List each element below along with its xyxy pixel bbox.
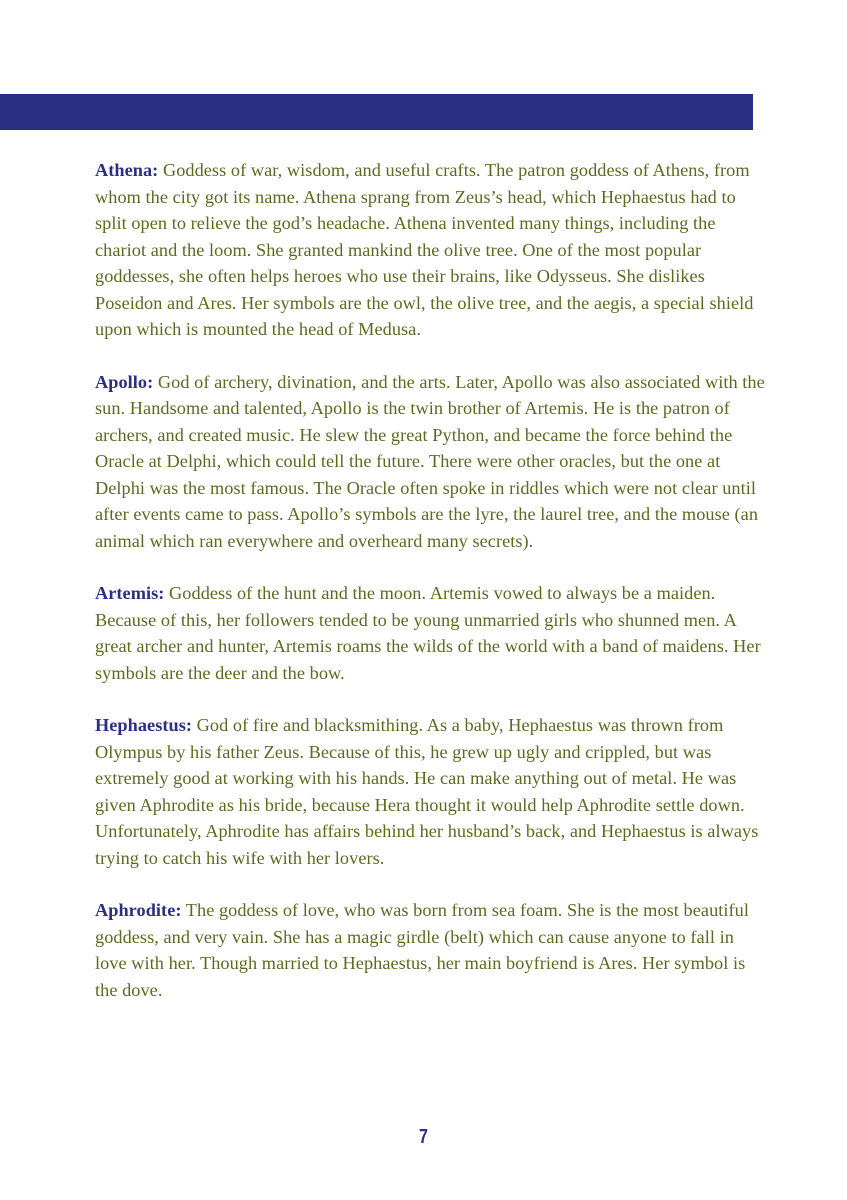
entry-name: Artemis: [95, 583, 165, 603]
entry-text: Goddess of the hunt and the moon. Artemis vowed to always be a maiden. Because of this, her followers tended to be young unmarried girls who shunned men. A great archer and hunter, Artemis roams the wilds of the world with a band of maidens. Her symbols are the deer and the bow. [95, 583, 761, 683]
entry-hephaestus [95, 712, 765, 871]
page-number: 7 [419, 1126, 428, 1148]
entry-text: God of archery, divination, and the arts. Later, Apollo was also associated with the sun. Handsome and talented, Apollo is the twin brother of Artemis. He is the patron of archers, and created music. He slew the great Python, and became the force behind the Oracle at Delphi, which could tell the future. There were other oracles, but the one at Delphi was the most famous. The Oracle often spoke in riddles which were not clear until after events came to pass. Apollo’s symbols are the lyre, the laurel tree, and the mouse (an animal which ran everywhere and overheard many secrets). [95, 371, 765, 551]
entry-name: Athena: [95, 160, 159, 180]
entry-artemis [95, 580, 765, 686]
entry-aphrodite [95, 897, 765, 1003]
entry-name: Apollo: [95, 371, 154, 392]
entry-name: Hephaestus: [95, 715, 193, 735]
entry-name: Aphrodite: [95, 900, 182, 920]
entry-text: The goddess of love, who was born from sea foam. She is the most beautiful goddess, and very vain. She has a magic girdle (belt) which can cause anyone to fall in love with her. Though married to Hephaestus, her main boyfriend is Ares. Her symbol is the dove. [95, 900, 749, 1000]
glossary-content [95, 157, 765, 1029]
entry-text: God of fire and blacksmithing. As a baby, Hephaestus was thrown from Olympus by his father Zeus. Because of this, he grew up ugly and crippled, but was extremely good at working with his hands. He can make anything out of metal. He was given Aphrodite as his bride, because Hera thought it would help Aphrodite settle down. Unfortunately, Aphrodite has affairs behind her husband’s back, and Hephaestus is always trying to catch his wife with her lovers. [95, 715, 759, 868]
header-band [0, 94, 753, 130]
entry-text: Goddess of war, wisdom, and useful crafts. The patron goddess of Athens, from whom the city got its name. Athena sprang from Zeus’s head, which Hephaestus had to split open to relieve the god’s headache. Athena invented many things, including the chariot and the loom. She granted mankind the olive tree. One of the most popular goddesses, she often helps heroes who use their brains, like Odysseus. She dislikes Poseidon and Ares. Her symbols are the owl, the olive tree, and the aegis, a special shield upon which is mounted the head of Medusa. [95, 160, 754, 339]
entry-apollo [95, 369, 765, 555]
entry-athena [95, 157, 765, 343]
